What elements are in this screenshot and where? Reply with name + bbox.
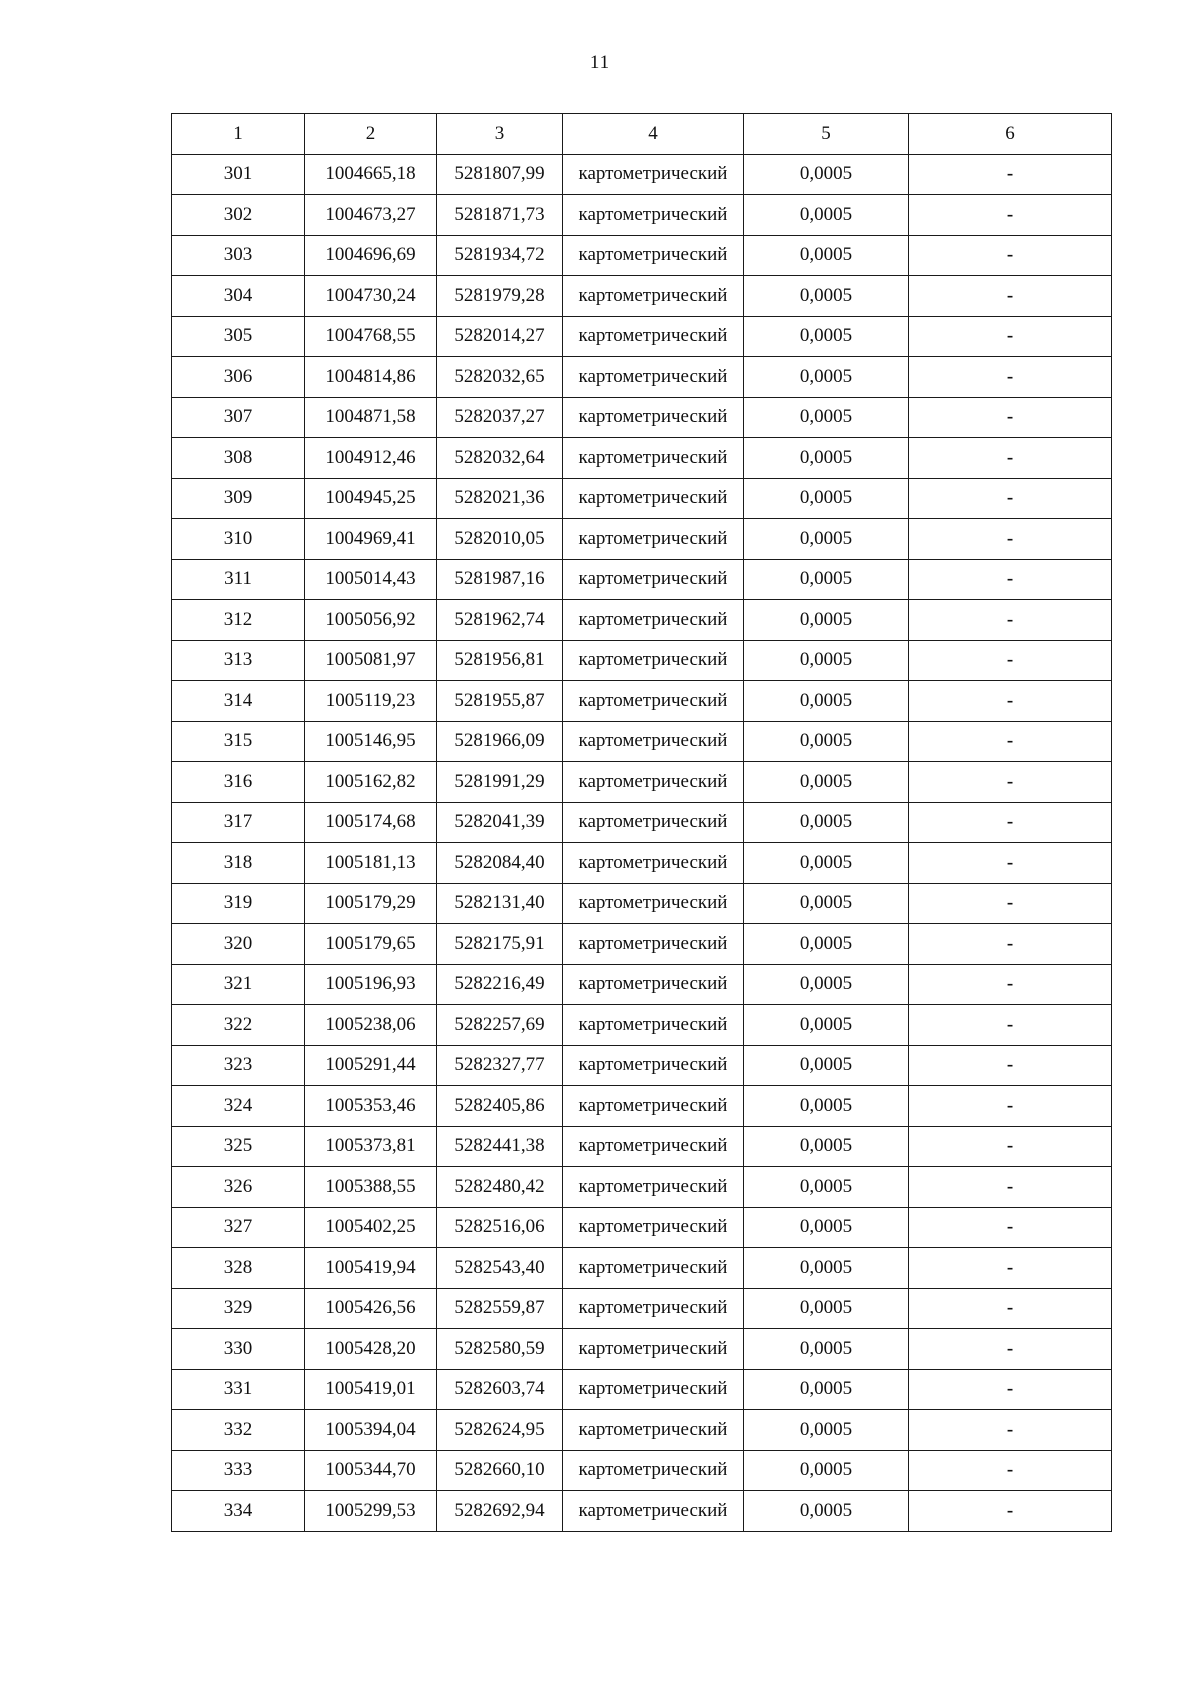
note-cell: - xyxy=(909,559,1112,600)
table-row xyxy=(172,964,1112,1005)
table-row xyxy=(172,1369,1112,1410)
point-number-cell: 328 xyxy=(172,1248,305,1289)
note-cell: - xyxy=(909,1491,1112,1532)
note-cell: - xyxy=(909,1369,1112,1410)
table-row xyxy=(172,397,1112,438)
note-cell: - xyxy=(909,762,1112,803)
point-number-cell: 301 xyxy=(172,154,305,195)
column-header: 2 xyxy=(305,114,437,155)
note-cell: - xyxy=(909,721,1112,762)
y-coordinate-cell: 5282032,64 xyxy=(437,438,563,479)
point-number-cell: 320 xyxy=(172,924,305,965)
accuracy-cell: 0,0005 xyxy=(744,316,909,357)
table-row xyxy=(172,1086,1112,1127)
accuracy-cell: 0,0005 xyxy=(744,640,909,681)
method-cell: картометрический xyxy=(563,600,744,641)
accuracy-cell: 0,0005 xyxy=(744,1329,909,1370)
point-number-cell: 316 xyxy=(172,762,305,803)
point-number-cell: 332 xyxy=(172,1410,305,1451)
note-cell: - xyxy=(909,802,1112,843)
note-cell: - xyxy=(909,1005,1112,1046)
method-cell: картометрический xyxy=(563,316,744,357)
y-coordinate-cell: 5281956,81 xyxy=(437,640,563,681)
point-number-cell: 319 xyxy=(172,883,305,924)
method-cell: картометрический xyxy=(563,843,744,884)
y-coordinate-cell: 5282014,27 xyxy=(437,316,563,357)
table-row xyxy=(172,1288,1112,1329)
page-number: 11 xyxy=(589,52,611,73)
accuracy-cell: 0,0005 xyxy=(744,519,909,560)
note-cell: - xyxy=(909,1045,1112,1086)
method-cell: картометрический xyxy=(563,681,744,722)
y-coordinate-cell: 5281955,87 xyxy=(437,681,563,722)
note-cell: - xyxy=(909,357,1112,398)
y-coordinate-cell: 5282660,10 xyxy=(437,1450,563,1491)
table-row xyxy=(172,640,1112,681)
table-row xyxy=(172,1045,1112,1086)
x-coordinate-cell: 1005196,93 xyxy=(305,964,437,1005)
point-number-cell: 304 xyxy=(172,276,305,317)
point-number-cell: 310 xyxy=(172,519,305,560)
y-coordinate-cell: 5281991,29 xyxy=(437,762,563,803)
note-cell: - xyxy=(909,640,1112,681)
note-cell: - xyxy=(909,883,1112,924)
note-cell: - xyxy=(909,1450,1112,1491)
table-row xyxy=(172,438,1112,479)
x-coordinate-cell: 1005056,92 xyxy=(305,600,437,641)
y-coordinate-cell: 5282559,87 xyxy=(437,1288,563,1329)
note-cell: - xyxy=(909,195,1112,236)
y-coordinate-cell: 5282216,49 xyxy=(437,964,563,1005)
x-coordinate-cell: 1004912,46 xyxy=(305,438,437,479)
x-coordinate-cell: 1005014,43 xyxy=(305,559,437,600)
y-coordinate-cell: 5281966,09 xyxy=(437,721,563,762)
y-coordinate-cell: 5282041,39 xyxy=(437,802,563,843)
accuracy-cell: 0,0005 xyxy=(744,1288,909,1329)
x-coordinate-cell: 1004945,25 xyxy=(305,478,437,519)
y-coordinate-cell: 5281979,28 xyxy=(437,276,563,317)
x-coordinate-cell: 1005179,29 xyxy=(305,883,437,924)
note-cell: - xyxy=(909,1126,1112,1167)
column-header: 6 xyxy=(909,114,1112,155)
method-cell: картометрический xyxy=(563,235,744,276)
accuracy-cell: 0,0005 xyxy=(744,559,909,600)
coordinates-table xyxy=(171,113,1112,1532)
note-cell: - xyxy=(909,843,1112,884)
x-coordinate-cell: 1005426,56 xyxy=(305,1288,437,1329)
accuracy-cell: 0,0005 xyxy=(744,1491,909,1532)
point-number-cell: 327 xyxy=(172,1207,305,1248)
x-coordinate-cell: 1005146,95 xyxy=(305,721,437,762)
point-number-cell: 326 xyxy=(172,1167,305,1208)
accuracy-cell: 0,0005 xyxy=(744,357,909,398)
method-cell: картометрический xyxy=(563,1288,744,1329)
table-row xyxy=(172,721,1112,762)
y-coordinate-cell: 5282543,40 xyxy=(437,1248,563,1289)
table-row xyxy=(172,195,1112,236)
y-coordinate-cell: 5282405,86 xyxy=(437,1086,563,1127)
accuracy-cell: 0,0005 xyxy=(744,1126,909,1167)
method-cell: картометрический xyxy=(563,1126,744,1167)
x-coordinate-cell: 1004814,86 xyxy=(305,357,437,398)
accuracy-cell: 0,0005 xyxy=(744,478,909,519)
accuracy-cell: 0,0005 xyxy=(744,681,909,722)
point-number-cell: 323 xyxy=(172,1045,305,1086)
point-number-cell: 312 xyxy=(172,600,305,641)
method-cell: картометрический xyxy=(563,640,744,681)
table-row xyxy=(172,559,1112,600)
method-cell: картометрический xyxy=(563,721,744,762)
point-number-cell: 302 xyxy=(172,195,305,236)
x-coordinate-cell: 1005162,82 xyxy=(305,762,437,803)
point-number-cell: 318 xyxy=(172,843,305,884)
table-row xyxy=(172,1207,1112,1248)
accuracy-cell: 0,0005 xyxy=(744,195,909,236)
note-cell: - xyxy=(909,438,1112,479)
method-cell: картометрический xyxy=(563,478,744,519)
accuracy-cell: 0,0005 xyxy=(744,802,909,843)
note-cell: - xyxy=(909,1167,1112,1208)
method-cell: картометрический xyxy=(563,924,744,965)
y-coordinate-cell: 5282021,36 xyxy=(437,478,563,519)
accuracy-cell: 0,0005 xyxy=(744,1450,909,1491)
note-cell: - xyxy=(909,276,1112,317)
x-coordinate-cell: 1005373,81 xyxy=(305,1126,437,1167)
method-cell: картометрический xyxy=(563,1207,744,1248)
x-coordinate-cell: 1004665,18 xyxy=(305,154,437,195)
y-coordinate-cell: 5282603,74 xyxy=(437,1369,563,1410)
accuracy-cell: 0,0005 xyxy=(744,1248,909,1289)
y-coordinate-cell: 5281934,72 xyxy=(437,235,563,276)
method-cell: картометрический xyxy=(563,802,744,843)
table-row xyxy=(172,1005,1112,1046)
x-coordinate-cell: 1005394,04 xyxy=(305,1410,437,1451)
point-number-cell: 305 xyxy=(172,316,305,357)
table-header-row xyxy=(172,114,1112,155)
table-row xyxy=(172,600,1112,641)
accuracy-cell: 0,0005 xyxy=(744,235,909,276)
point-number-cell: 325 xyxy=(172,1126,305,1167)
table-row xyxy=(172,154,1112,195)
x-coordinate-cell: 1005402,25 xyxy=(305,1207,437,1248)
method-cell: картометрический xyxy=(563,1369,744,1410)
table-row xyxy=(172,762,1112,803)
method-cell: картометрический xyxy=(563,195,744,236)
accuracy-cell: 0,0005 xyxy=(744,1369,909,1410)
note-cell: - xyxy=(909,519,1112,560)
note-cell: - xyxy=(909,1248,1112,1289)
note-cell: - xyxy=(909,924,1112,965)
note-cell: - xyxy=(909,478,1112,519)
x-coordinate-cell: 1005428,20 xyxy=(305,1329,437,1370)
accuracy-cell: 0,0005 xyxy=(744,843,909,884)
point-number-cell: 333 xyxy=(172,1450,305,1491)
method-cell: картометрический xyxy=(563,559,744,600)
table-row xyxy=(172,235,1112,276)
y-coordinate-cell: 5282010,05 xyxy=(437,519,563,560)
y-coordinate-cell: 5282037,27 xyxy=(437,397,563,438)
method-cell: картометрический xyxy=(563,1450,744,1491)
x-coordinate-cell: 1005174,68 xyxy=(305,802,437,843)
method-cell: картометрический xyxy=(563,883,744,924)
accuracy-cell: 0,0005 xyxy=(744,1207,909,1248)
method-cell: картометрический xyxy=(563,1005,744,1046)
column-header: 1 xyxy=(172,114,305,155)
table-row xyxy=(172,843,1112,884)
method-cell: картометрический xyxy=(563,1248,744,1289)
point-number-cell: 331 xyxy=(172,1369,305,1410)
point-number-cell: 334 xyxy=(172,1491,305,1532)
point-number-cell: 306 xyxy=(172,357,305,398)
x-coordinate-cell: 1005419,94 xyxy=(305,1248,437,1289)
table-row xyxy=(172,478,1112,519)
note-cell: - xyxy=(909,1086,1112,1127)
point-number-cell: 322 xyxy=(172,1005,305,1046)
note-cell: - xyxy=(909,600,1112,641)
note-cell: - xyxy=(909,316,1112,357)
table-row xyxy=(172,519,1112,560)
accuracy-cell: 0,0005 xyxy=(744,1005,909,1046)
x-coordinate-cell: 1005419,01 xyxy=(305,1369,437,1410)
x-coordinate-cell: 1004871,58 xyxy=(305,397,437,438)
x-coordinate-cell: 1005353,46 xyxy=(305,1086,437,1127)
x-coordinate-cell: 1004768,55 xyxy=(305,316,437,357)
table-row xyxy=(172,357,1112,398)
method-cell: картометрический xyxy=(563,519,744,560)
point-number-cell: 324 xyxy=(172,1086,305,1127)
method-cell: картометрический xyxy=(563,1086,744,1127)
accuracy-cell: 0,0005 xyxy=(744,883,909,924)
note-cell: - xyxy=(909,1288,1112,1329)
table-row xyxy=(172,883,1112,924)
x-coordinate-cell: 1005299,53 xyxy=(305,1491,437,1532)
table-row xyxy=(172,1248,1112,1289)
column-header: 5 xyxy=(744,114,909,155)
x-coordinate-cell: 1005388,55 xyxy=(305,1167,437,1208)
y-coordinate-cell: 5282580,59 xyxy=(437,1329,563,1370)
y-coordinate-cell: 5282516,06 xyxy=(437,1207,563,1248)
point-number-cell: 315 xyxy=(172,721,305,762)
method-cell: картометрический xyxy=(563,762,744,803)
method-cell: картометрический xyxy=(563,1491,744,1532)
note-cell: - xyxy=(909,1329,1112,1370)
accuracy-cell: 0,0005 xyxy=(744,600,909,641)
y-coordinate-cell: 5281871,73 xyxy=(437,195,563,236)
x-coordinate-cell: 1005291,44 xyxy=(305,1045,437,1086)
y-coordinate-cell: 5281962,74 xyxy=(437,600,563,641)
table-row xyxy=(172,681,1112,722)
note-cell: - xyxy=(909,1207,1112,1248)
table-body xyxy=(172,114,1112,1532)
method-cell: картометрический xyxy=(563,1167,744,1208)
point-number-cell: 321 xyxy=(172,964,305,1005)
y-coordinate-cell: 5282692,94 xyxy=(437,1491,563,1532)
accuracy-cell: 0,0005 xyxy=(744,1410,909,1451)
accuracy-cell: 0,0005 xyxy=(744,1086,909,1127)
table-row xyxy=(172,924,1112,965)
method-cell: картометрический xyxy=(563,438,744,479)
x-coordinate-cell: 1005344,70 xyxy=(305,1450,437,1491)
table-row xyxy=(172,1126,1112,1167)
table-row xyxy=(172,1410,1112,1451)
x-coordinate-cell: 1004696,69 xyxy=(305,235,437,276)
table-row xyxy=(172,276,1112,317)
x-coordinate-cell: 1005181,13 xyxy=(305,843,437,884)
x-coordinate-cell: 1005179,65 xyxy=(305,924,437,965)
x-coordinate-cell: 1004673,27 xyxy=(305,195,437,236)
method-cell: картометрический xyxy=(563,1045,744,1086)
y-coordinate-cell: 5282084,40 xyxy=(437,843,563,884)
note-cell: - xyxy=(909,235,1112,276)
x-coordinate-cell: 1004969,41 xyxy=(305,519,437,560)
x-coordinate-cell: 1005081,97 xyxy=(305,640,437,681)
accuracy-cell: 0,0005 xyxy=(744,438,909,479)
point-number-cell: 311 xyxy=(172,559,305,600)
y-coordinate-cell: 5282257,69 xyxy=(437,1005,563,1046)
table-row xyxy=(172,802,1112,843)
method-cell: картометрический xyxy=(563,1410,744,1451)
table-row xyxy=(172,316,1112,357)
method-cell: картометрический xyxy=(563,1329,744,1370)
column-header: 4 xyxy=(563,114,744,155)
note-cell: - xyxy=(909,397,1112,438)
accuracy-cell: 0,0005 xyxy=(744,721,909,762)
accuracy-cell: 0,0005 xyxy=(744,276,909,317)
method-cell: картометрический xyxy=(563,154,744,195)
column-header: 3 xyxy=(437,114,563,155)
table-row xyxy=(172,1491,1112,1532)
y-coordinate-cell: 5282480,42 xyxy=(437,1167,563,1208)
table-row xyxy=(172,1329,1112,1370)
point-number-cell: 307 xyxy=(172,397,305,438)
y-coordinate-cell: 5281987,16 xyxy=(437,559,563,600)
x-coordinate-cell: 1005119,23 xyxy=(305,681,437,722)
point-number-cell: 329 xyxy=(172,1288,305,1329)
y-coordinate-cell: 5282032,65 xyxy=(437,357,563,398)
y-coordinate-cell: 5282327,77 xyxy=(437,1045,563,1086)
note-cell: - xyxy=(909,964,1112,1005)
point-number-cell: 317 xyxy=(172,802,305,843)
point-number-cell: 303 xyxy=(172,235,305,276)
point-number-cell: 309 xyxy=(172,478,305,519)
y-coordinate-cell: 5282175,91 xyxy=(437,924,563,965)
method-cell: картометрический xyxy=(563,357,744,398)
y-coordinate-cell: 5281807,99 xyxy=(437,154,563,195)
method-cell: картометрический xyxy=(563,276,744,317)
point-number-cell: 314 xyxy=(172,681,305,722)
point-number-cell: 308 xyxy=(172,438,305,479)
accuracy-cell: 0,0005 xyxy=(744,762,909,803)
y-coordinate-cell: 5282624,95 xyxy=(437,1410,563,1451)
note-cell: - xyxy=(909,681,1112,722)
note-cell: - xyxy=(909,154,1112,195)
y-coordinate-cell: 5282131,40 xyxy=(437,883,563,924)
accuracy-cell: 0,0005 xyxy=(744,964,909,1005)
accuracy-cell: 0,0005 xyxy=(744,924,909,965)
accuracy-cell: 0,0005 xyxy=(744,154,909,195)
point-number-cell: 313 xyxy=(172,640,305,681)
accuracy-cell: 0,0005 xyxy=(744,397,909,438)
method-cell: картометрический xyxy=(563,964,744,1005)
y-coordinate-cell: 5282441,38 xyxy=(437,1126,563,1167)
method-cell: картометрический xyxy=(563,397,744,438)
accuracy-cell: 0,0005 xyxy=(744,1045,909,1086)
note-cell: - xyxy=(909,1410,1112,1451)
table-row xyxy=(172,1167,1112,1208)
table-row xyxy=(172,1450,1112,1491)
x-coordinate-cell: 1004730,24 xyxy=(305,276,437,317)
x-coordinate-cell: 1005238,06 xyxy=(305,1005,437,1046)
point-number-cell: 330 xyxy=(172,1329,305,1370)
accuracy-cell: 0,0005 xyxy=(744,1167,909,1208)
